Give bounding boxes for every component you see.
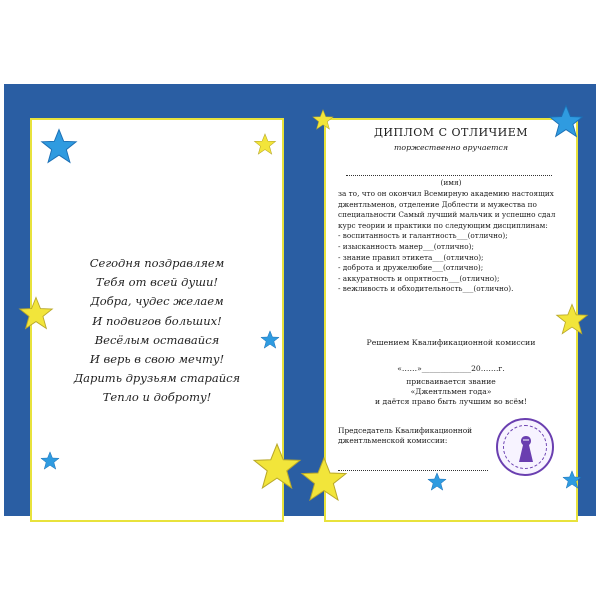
star-icon [253, 133, 277, 155]
star-icon [300, 456, 348, 502]
chair-signature-label: Председатель Квалификационной джентльменской комиссии: [338, 426, 473, 446]
discipline-item: - аккуратность и опрятность___(отлично); [338, 273, 500, 283]
poem-line: Добра, чудес желаем [90, 294, 224, 309]
poem-line: Весёлым оставайся [94, 332, 220, 347]
body-text: за то, что он окончил Всемирную академию настоящих джентльменов, отделение Доблести и мужества по специальности Самый лучший мальчик и успешно сдал курс теории и практики по следующим дисциплинам: [338, 189, 556, 230]
award-line: присваивается звание [406, 377, 496, 386]
poem-line: И верь в свою мечту! [89, 352, 225, 367]
star-icon [18, 296, 54, 330]
star-icon [252, 442, 302, 490]
poem-line: Тебя от всей души! [95, 275, 219, 290]
star-icon [260, 330, 280, 349]
star-icon [427, 472, 447, 491]
award-line: «Джентльмен года» [410, 387, 492, 396]
signature-line [338, 470, 488, 471]
star-icon [562, 470, 582, 489]
star-icon [548, 104, 584, 138]
poem-line: Сегодня поздравляем [89, 256, 225, 270]
decision-text: Решением Квалификационной комиссии [366, 338, 536, 347]
star-icon [40, 128, 78, 164]
award-line: и даётся право быть лучшим во всём! [375, 397, 527, 406]
star-icon [555, 303, 589, 335]
discipline-item: - знание правил этикета___(отлично); [338, 252, 484, 262]
poem-line: Дарить друзьям старайся [73, 371, 241, 386]
star-icon [312, 109, 334, 130]
left-page [30, 118, 284, 522]
diploma-subtitle: торжественно вручается [394, 143, 508, 152]
poem-line: И подвигов больших! [92, 313, 222, 328]
stamp-seal-icon [496, 418, 554, 476]
discipline-item: - изысканность манер___(отлично); [338, 241, 474, 251]
award-text [324, 377, 578, 407]
name-line [346, 165, 552, 176]
poem-line: Тепло и доброту! [102, 390, 212, 405]
date-line: «……»_____________20…….г. [397, 364, 505, 373]
name-caption: (имя) [440, 178, 462, 187]
diploma-title: ДИПЛОМ С ОТЛИЧИЕМ [373, 126, 528, 139]
discipline-item: - доброта и дружелюбие___(отлично); [338, 263, 484, 273]
discipline-item: - вежливость и обходительность___(отлично). [338, 284, 514, 294]
diploma-body [338, 189, 560, 295]
poem [32, 254, 282, 408]
discipline-item: - воспитанность и галантность___(отлично); [338, 231, 508, 241]
star-icon [40, 451, 60, 470]
